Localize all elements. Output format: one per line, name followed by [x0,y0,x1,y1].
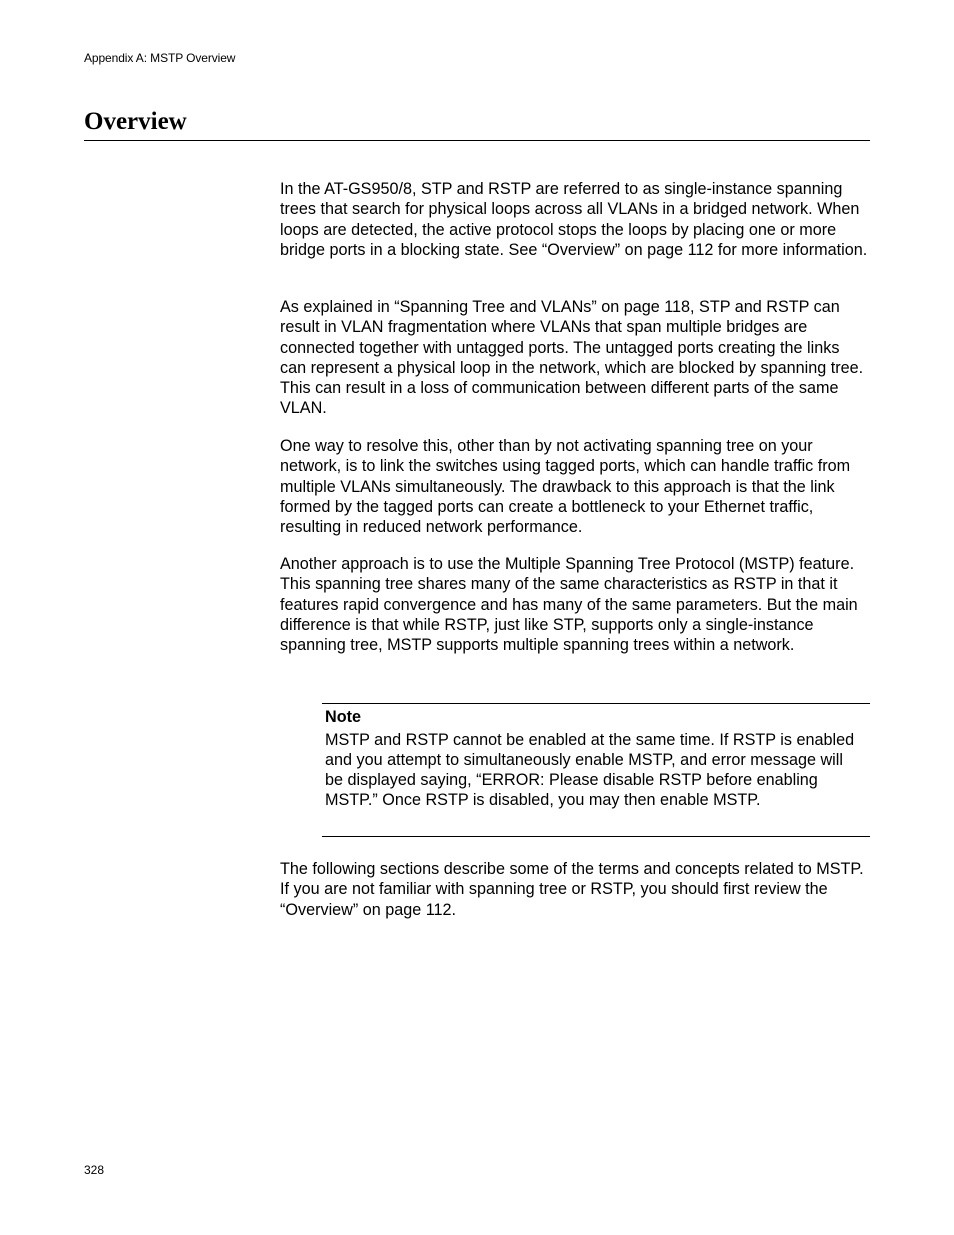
paragraph-stp-rstp-intro: In the AT-GS950/8, STP and RSTP are referred to as single-instance spanning trees that search for physical loops across all VLANs in a bridged network. When loops are detected, the active protocol stops the loops by placing one or more bridge ports in a blocking state. See “Overview” on page 112 for more information. [280,180,868,259]
paragraph-following-sections: The following sections describe some of the terms and concepts related to MSTP. If you are not familiar with spanning tree or RSTP, you should first review the “Overview” on page 112. [280,860,864,919]
running-header: Appendix A: MSTP Overview [84,51,236,65]
paragraph-tagged-ports: One way to resolve this, other than by not activating spanning tree on your network, is to link the switches using tagged ports, which can handle traffic from multiple VLANs simultaneously. The drawback to this approach is that the link formed by the tagged ports can create a bottleneck to your Ethernet traffic, resulting in reduced network performance. [280,437,851,537]
note-title: Note [325,708,361,726]
paragraph-mstp-approach: Another approach is to use the Multiple Spanning Tree Protocol (MSTP) feature. This spanning tree shares many of the same characteristics as RSTP in that it features rapid convergence and has many of the same parameters. But the main difference is that while RSTP, just like STP, supports only a single-instance spanning tree, MSTP supports multiple spanning trees within a network. [280,555,858,655]
paragraph-vlan-fragmentation: As explained in “Spanning Tree and VLANs” on page 118, STP and RSTP can result in VLAN fragmentation where VLANs that span multiple bridges are connected together with untagged ports. The untagged ports creating the links can represent a physical loop in the network, which are blocked by spanning tree. This can result in a loss of communication between different parts of the same VLAN. [280,298,864,418]
title-rule [84,140,870,141]
note-body: MSTP and RSTP cannot be enabled at the same time. If RSTP is enabled and you attempt to simultaneously enable MSTP, and error message will be displayed saying, “ERROR: Please disable RSTP before enabling MSTP.” Once RSTP is disabled, you may then enable MSTP. [325,731,855,810]
note-box [322,703,870,837]
section-title: Overview [84,108,187,135]
page-number: 328 [84,1163,105,1177]
